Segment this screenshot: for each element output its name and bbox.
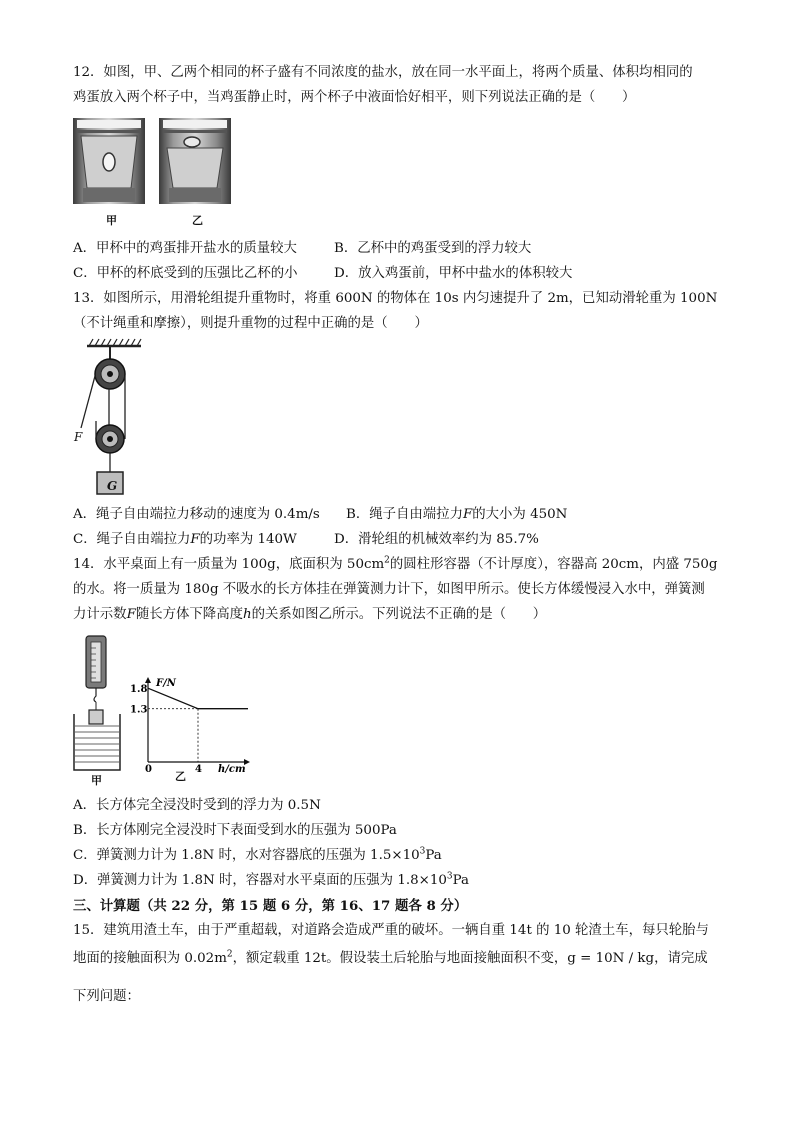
q14-line3-h: h [242,607,252,622]
q14-line3-c: 的关系如图乙所示。下列说法不正确的是（ ） [251,607,547,622]
q14-option-b: B．长方体刚完全浸没时下表面受到水的压强为 500Pa [73,823,397,838]
q15-line2-sup: 2 [226,949,233,960]
q14-line3-a: 力计示数 [73,607,127,622]
q13-text-line1: 13．如图所示，用滑轮组提升重物时，将重 600N 的物体在 10s 内匀速提升了 2m，已知动滑轮重为 100N [73,291,718,306]
q14-option-d-pre: D．弹簧测力计为 1.8N 时，容器对水平桌面的压强为 1.8×10 [73,873,447,888]
q13-option-d: D．滑轮组的机械效率约为 85.7% [334,532,539,547]
q12-cups-figure [73,118,233,208]
cup-jia [73,118,145,204]
q12-option-b: B．乙杯中的鸡蛋受到的浮力较大 [334,241,532,256]
q14-option-c-sup: 3 [419,846,426,857]
q14-caption-jia: 甲 [91,774,102,787]
q13-option-c-post: 的功率为 140W [199,532,297,547]
q13-option-b [346,506,567,524]
y-axis-arrow [145,677,151,683]
y-tick-label-1.8: 1.8 [130,684,148,696]
q12-option-c: C．甲杯的杯底受到的压强比乙杯的小 [73,266,298,281]
q15-text-line1: 15．建筑用渣土车，由于严重超载，对道路会造成严重的破坏。一辆自重 14t 的 10 轮渣土车，每只轮胎与 [73,923,709,938]
cup-yi [159,118,231,204]
q13-option-c-symbol: F [190,532,200,547]
q14-text-line2: 的水。将一质量为 180g 不吸水的长方体挂在弹簧测力计下，如图甲所示。使长方体缓慢浸入水中，弹簧测 [73,582,705,597]
y-axis-label: F/N [156,678,176,689]
q12-caption-yi: 乙 [192,214,203,227]
q12-caption-jia: 甲 [106,214,117,227]
q14-option-a: A．长方体完全浸没时受到的浮力为 0.5N [73,798,321,813]
q14-line1-post: 的圆柱形容器（不计厚度），容器高 20cm，内盛 750g [389,557,718,572]
y-tick-label-1.3: 1.3 [130,704,148,716]
q14-option-d-sup: 3 [446,871,453,882]
q14-option-c-pre: C．弹簧测力计为 1.8N 时，水对容器底的压强为 1.5×10 [73,848,420,863]
q14-line1-pre: 14．水平桌面上有一质量为 100g，底面积为 50cm [73,557,385,572]
q14-option-c-post: Pa [425,848,442,863]
q12-option-d: D．放入鸡蛋前，甲杯中盐水的体积较大 [334,266,573,281]
q15-text-line3: 下列问题： [73,989,140,1004]
x-axis-label: h/cm [218,764,246,774]
block [89,710,103,724]
q14-caption-yi: 乙 [175,770,186,783]
q13-option-a: A．绳子自由端拉力移动的速度为 0.4m/s [73,507,320,522]
q14-option-d [73,872,469,890]
q13-label-weight: G [107,479,118,493]
egg-yi [184,137,200,147]
q13-option-c [73,531,297,549]
x-tick-label-0: 0 [145,764,152,774]
q15-text-line2 [73,950,708,968]
q15-line2-pre: 地面的接触面积为 0.02m [73,951,227,966]
q12-text-line1: 12．如图，甲、乙两个相同的杯子盛有不同浓度的盐水，放在同一水平面上，将两个质量、体积均相同的 [73,65,693,80]
q14-text-line3 [73,606,546,624]
q12-option-a: A．甲杯中的鸡蛋排开盐水的质量较大 [73,241,297,256]
section-3-title: 三、计算题（共 22 分，第 15 题 6 分，第 16、17 题各 8 分） [73,898,468,914]
q13-label-force: F [74,430,83,444]
q13-option-b-post: 的大小为 450N [472,507,568,522]
q14-option-d-post: Pa [452,873,470,888]
x-tick-label-4: 4 [195,764,202,774]
q12-text-line2: 鸡蛋放入两个杯子中，当鸡蛋静止时，两个杯子中液面恰好相平，则下列说法正确的是（ ） [73,90,636,105]
q15-line2-post: ，额定载重 12t。假设装土后轮胎与地面接触面积不变，g = 10N / kg，请完成 [232,951,708,966]
egg-jia [103,153,115,171]
q14-option-c [73,847,442,865]
q14-text-line1 [73,556,718,574]
q14-line3-F: F [126,607,136,622]
q13-option-b-symbol: F [462,507,473,522]
q13-option-c-pre: C．绳子自由端拉力 [73,532,191,547]
q14-fh-chart [128,674,256,774]
q14-line3-b: 随长方体下降高度 [135,607,243,622]
q13-text-line2: （不计绳重和摩擦），则提升重物的过程中正确的是（ ） [73,316,428,331]
series-line [148,688,248,709]
q13-option-b-pre: B．绳子自由端拉力 [346,507,463,522]
q14-spring-scale-figure [72,634,128,780]
q14-line1-sup: 2 [384,555,390,566]
